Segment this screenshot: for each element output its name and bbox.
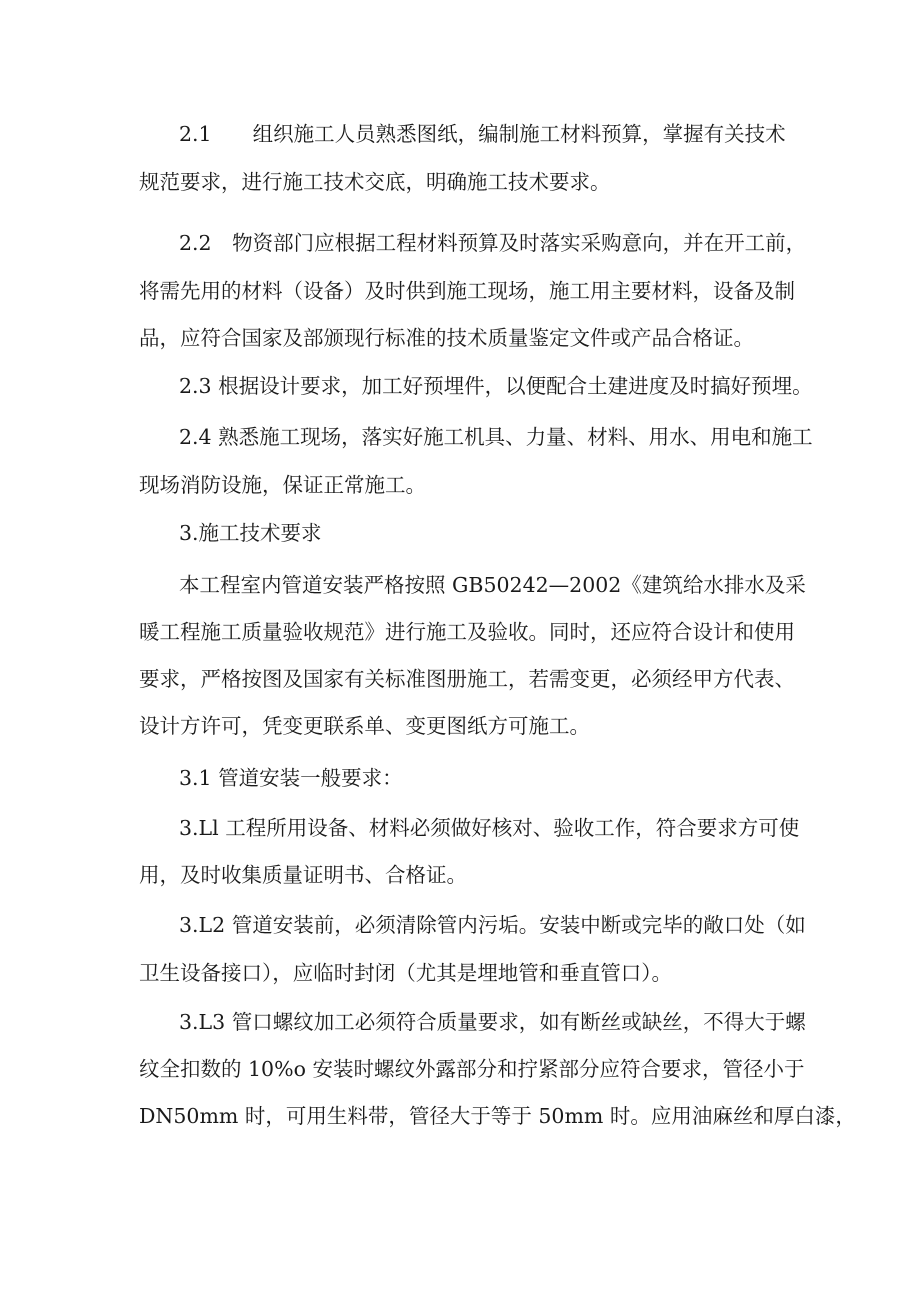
paragraph-3-intro-line-4: 设计方许可，凭变更联系单、变更图纸方可施工。 <box>139 714 590 738</box>
paragraph-3-l2-line-1: 3.L2 管道安装前，必须清除管内污垢。安装中断或完毕的敞口处（如 <box>179 913 806 937</box>
paragraph-3-intro-line-3: 要求，严格按图及国家有关标准图册施工，若需变更，必须经甲方代表、 <box>139 667 795 691</box>
paragraph-2-2-line-3: 品，应符合国家及部颁现行标准的技术质量鉴定文件或产品合格证。 <box>139 326 754 350</box>
paragraph-3-l2-line-2: 卫生设备接口），应临时封闭（尤其是埋地管和垂直管口）。 <box>139 961 672 985</box>
paragraph-3-l1-line-1: 3.Ll 工程所用设备、材料必须做好核对、验收工作，符合要求方可使 <box>179 816 800 840</box>
section-3-heading: 3.施工技术要求 <box>179 521 322 545</box>
paragraph-3-l3-line-3: DN50mm 时，可用生料带，管径大于等于 50mm 时。应用油麻丝和厚白漆， <box>139 1104 856 1128</box>
paragraph-2-1-line-1: 2.1 组织施工人员熟悉图纸，编制施工材料预算，掌握有关技术 <box>179 122 786 146</box>
paragraph-2-2-line-2: 将需先用的材料（设备）及时供到施工现场，施工用主要材料，设备及制 <box>139 279 795 303</box>
paragraph-3-intro-line-1: 本工程室内管道安装严格按照 GB50242—2002《建筑给水排水及采 <box>179 573 806 597</box>
section-3-1-heading: 3.1 管道安装一般要求： <box>179 766 403 790</box>
paragraph-2-4-line-1: 2.4 熟悉施工现场，落实好施工机具、力量、材料、用水、用电和施工 <box>179 425 813 449</box>
paragraph-3-l3-line-1: 3.L3 管口螺纹加工必须符合质量要求，如有断丝或缺丝，不得大于螺 <box>179 1010 806 1034</box>
paragraph-3-l3-line-2: 纹全扣数的 10%o 安装时螺纹外露部分和拧紧部分应符合要求，管径小于 <box>139 1057 805 1081</box>
paragraph-3-l1-line-2: 用，及时收集质量证明书、合格证。 <box>139 863 467 887</box>
paragraph-3-intro-line-2: 暖工程施工质量验收规范》进行施工及验收。同时，还应符合设计和使用 <box>139 620 795 644</box>
paragraph-2-4-line-2: 现场消防设施，保证正常施工。 <box>139 473 426 497</box>
paragraph-2-3-line-1: 2.3 根据设计要求，加工好预埋件，以便配合土建进度及时搞好预埋。 <box>179 374 813 398</box>
paragraph-2-1-line-2: 规范要求，进行施工技术交底，明确施工技术要求。 <box>139 170 611 194</box>
paragraph-2-2-line-1: 2.2 物资部门应根据工程材料预算及时落实采购意向，并在开工前， <box>179 231 807 255</box>
